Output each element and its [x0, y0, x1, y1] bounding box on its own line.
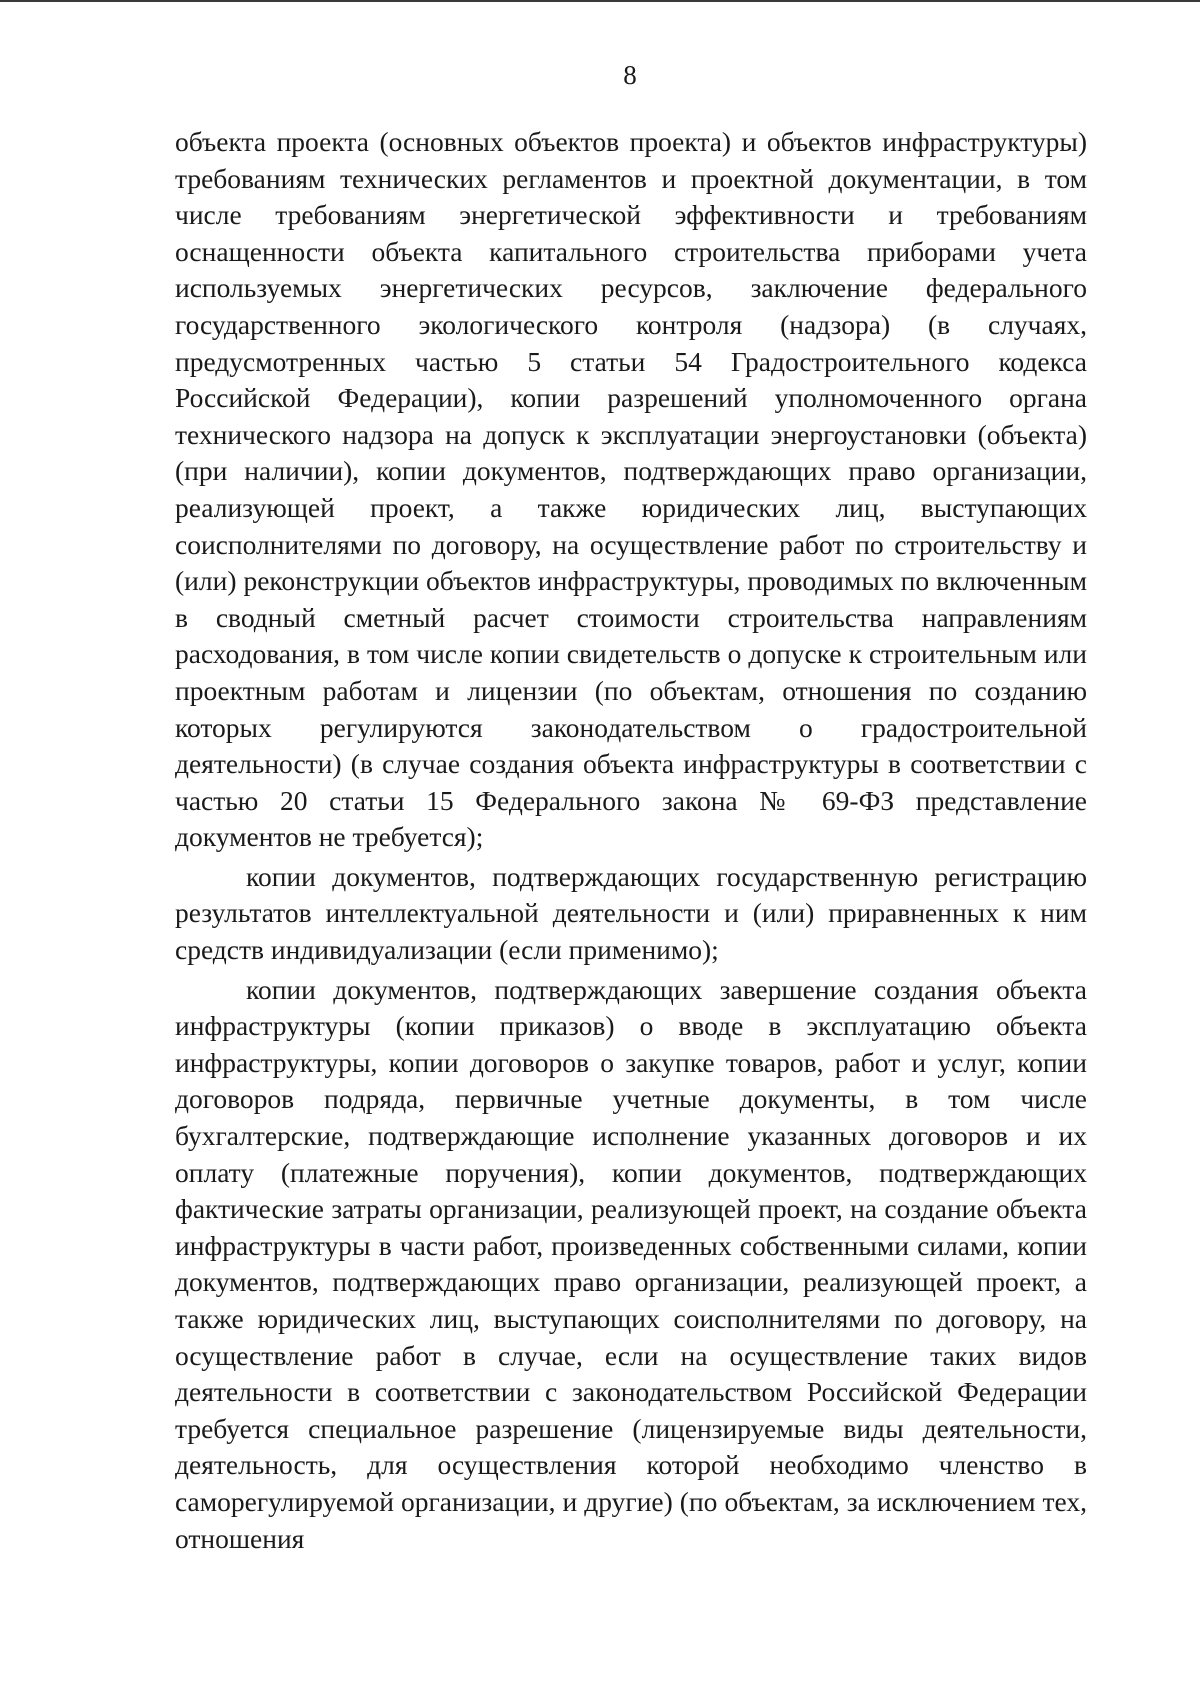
- paragraph-completion-documents: копии документов, подтверждающих завершение создания объекта инфраструктуры (копии приказов) о вводе в эксплуатацию объекта инфраструктуры, копии договоров о закупке товаров, работ и услуг, копии договоров подряда, первичные учетные документы, в том числе бухгалтерские, подтверждающие исполнение указанных договоров и их оплату (платежные поручения), копии документов, подтверждающих фактические затраты организации, реализующей проект, на создание объекта инфраструктуры в части работ, произведенных собственными силами, копии документов, подтверждающих право организации, реализующей проект, а также юридических лиц, выступающих соисполнителями по договору, на осуществление работ в случае, если на осуществление таких видов деятельности в соответствии с законодательством Российской Федерации требуется специальное разрешение (лицензируемые виды деятельности, деятельность, для осуществления которой необходимо членство в саморегулируемой организации, и другие) (по объектам, за исключением тех, отношения: [175, 973, 1087, 1554]
- top-edge-rule: [0, 0, 1200, 2]
- page-body: [175, 124, 1087, 1560]
- page-number: 8: [623, 60, 637, 90]
- paragraph-ip-registration: копии документов, подтверждающих государственную регистрацию результатов интеллектуальной деятельности и (или) приравненных к ним средств индивидуализации (если применимо);: [175, 860, 1087, 966]
- paragraph-continuation: объекта проекта (основных объектов проекта) и объектов инфраструктуры) требованиям технических регламентов и проектной документации, в том числе требованиям энергетической эффективности и требованиям оснащенности объекта капитального строительства приборами учета используемых энергетических ресурсов, заключение федерального государственного экологического контроля (надзора) (в случаях, предусмотренных частью 5 статьи 54 Градостроительного кодекса Российской Федерации), копии разрешений уполномоченного органа технического надзора на допуск к эксплуатации энергоустановки (объекта) (при наличии), копии документов, подтверждающих право организации, реализующей проект, а также юридических лиц, выступающих соисполнителями по договору, на осуществление работ по строительству и (или) реконструкции объектов инфраструктуры, проводимых по включенным в сводный сметный расчет стоимости строительства направлениям расходования, в том числе копии свидетельств о допуске к строительным или проектным работам и лицензии (по объектам, отношения по созданию которых регулируются законодательством о градостроительной деятельности) (в случае создания объекта инфраструктуры в соответствии с частью 20 статьи 15 Федерального закона № 69-ФЗ представление документов не требуется);: [175, 126, 1087, 853]
